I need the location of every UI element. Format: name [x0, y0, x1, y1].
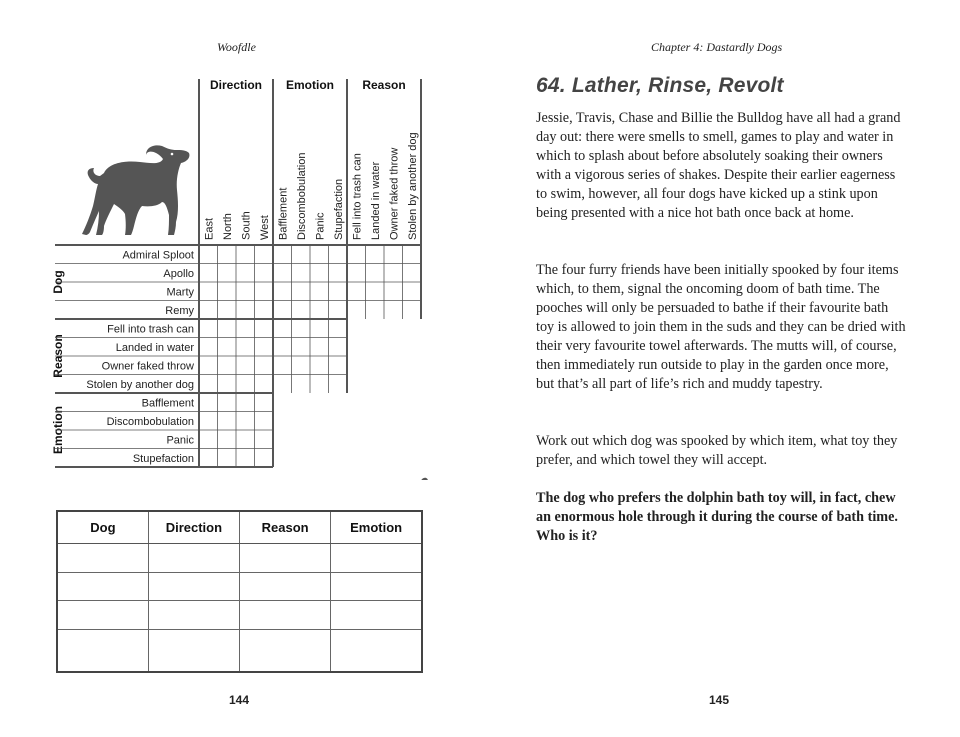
row-group-title: Reason [51, 334, 65, 378]
column-label: West [258, 215, 271, 240]
row-label: Stupefaction [132, 453, 194, 465]
puzzle-title: 64. Lather, Rinse, Revolt [536, 74, 784, 97]
solution-cell[interactable] [57, 601, 148, 630]
solution-cell[interactable] [148, 601, 239, 630]
column-label: South [240, 211, 253, 240]
row-label: Marty [166, 286, 194, 299]
row-group-title: Dog [51, 270, 65, 294]
solution-cell[interactable] [331, 572, 422, 601]
solution-table[interactable] [56, 510, 423, 673]
row-label: Admiral Sploot [122, 249, 194, 262]
row-label: Apollo [163, 268, 194, 280]
solution-cell[interactable] [148, 544, 239, 573]
solution-cell[interactable] [331, 601, 422, 630]
column-group-title: Direction [209, 78, 263, 92]
paw-print-icon [405, 475, 447, 480]
question-paragraph: The dog who prefers the dolphin bath toy will, in fact, chew an enormous hole through it during the course of bath time. Who is it? [536, 490, 898, 544]
solution-row [57, 601, 422, 630]
column-label: North [221, 213, 234, 240]
solution-cell[interactable] [240, 629, 331, 672]
row-label: Remy [165, 305, 194, 317]
solution-header-dog: Dog [57, 511, 148, 544]
column-label: East [203, 217, 216, 240]
page-number-right: 145 [709, 693, 730, 707]
solution-header-direction: Direction [148, 511, 239, 544]
solution-cell[interactable] [148, 572, 239, 601]
column-group-title: Emotion [286, 78, 334, 92]
column-label: Owner faked throw [388, 147, 401, 240]
column-label: Stolen by another dog [406, 132, 419, 240]
column-label: Bafflement [277, 187, 290, 240]
right-page [480, 0, 960, 737]
rules-paragraph: The four furry friends have been initially spooked by four items which, to them, signal the oncoming doom of bath time. The pooches will only be persuaded to bathe if their favourite bath toy is allowed to join them in the suds and they can be dried with their very favourite towel afterwards. The mutts will, of course, then immediately run outside to play in the garden once more, but that’s all part of life’s rich and muddy tapestry. [536, 262, 906, 392]
row-label: Owner faked throw [101, 360, 194, 373]
column-label: Stupefaction [332, 178, 345, 240]
solution-cell[interactable] [240, 572, 331, 601]
solution-cell[interactable] [240, 601, 331, 630]
page-number-left: 144 [229, 693, 250, 707]
grid-labels [51, 78, 419, 465]
row-label: Bafflement [141, 397, 194, 410]
solution-cell[interactable] [57, 572, 148, 601]
dog-silhouette-icon [82, 145, 189, 235]
column-label: Panic [314, 212, 327, 240]
solution-header-emotion: Emotion [331, 511, 422, 544]
solution-row [57, 544, 422, 573]
solution-cell[interactable] [331, 544, 422, 573]
row-label: Stolen by another dog [86, 379, 194, 391]
logic-grid [0, 0, 480, 480]
row-label: Fell into trash can [107, 323, 194, 336]
solution-cell[interactable] [331, 629, 422, 672]
column-label: Fell into trash can [351, 153, 364, 240]
column-label: Landed in water [369, 161, 382, 240]
column-label: Discombobulation [295, 152, 308, 240]
row-label: Panic [166, 434, 194, 447]
row-group-title: Emotion [51, 406, 65, 454]
grid-lines [55, 79, 421, 467]
row-label: Discombobulation [106, 416, 194, 428]
running-head-left: Woofdle [217, 40, 256, 54]
row-label: Landed in water [115, 342, 194, 354]
solution-cell[interactable] [57, 544, 148, 573]
running-head-right: Chapter 4: Dastardly Dogs [651, 40, 783, 54]
column-group-title: Reason [362, 78, 406, 92]
solution-cell[interactable] [57, 629, 148, 672]
solution-row [57, 629, 422, 672]
solution-cell[interactable] [148, 629, 239, 672]
solution-row [57, 572, 422, 601]
instruction-paragraph: Work out which dog was spooked by which item, what toy they prefer, and which towel they will accept. [536, 433, 898, 468]
solution-cell[interactable] [240, 544, 331, 573]
solution-header-reason: Reason [240, 511, 331, 544]
intro-paragraph: Jessie, Travis, Chase and Billie the Bulldog have all had a grand day out: there were smells to smell, games to play and water in which to splash about before absolutely soaking their owners with a vigorous series of shakes. Despite their earlier eagerness to swim, however, all four dogs have kicked up a stink upon being presented with a nice hot bath once back at home. [536, 110, 901, 221]
solution-table-header [57, 511, 422, 544]
